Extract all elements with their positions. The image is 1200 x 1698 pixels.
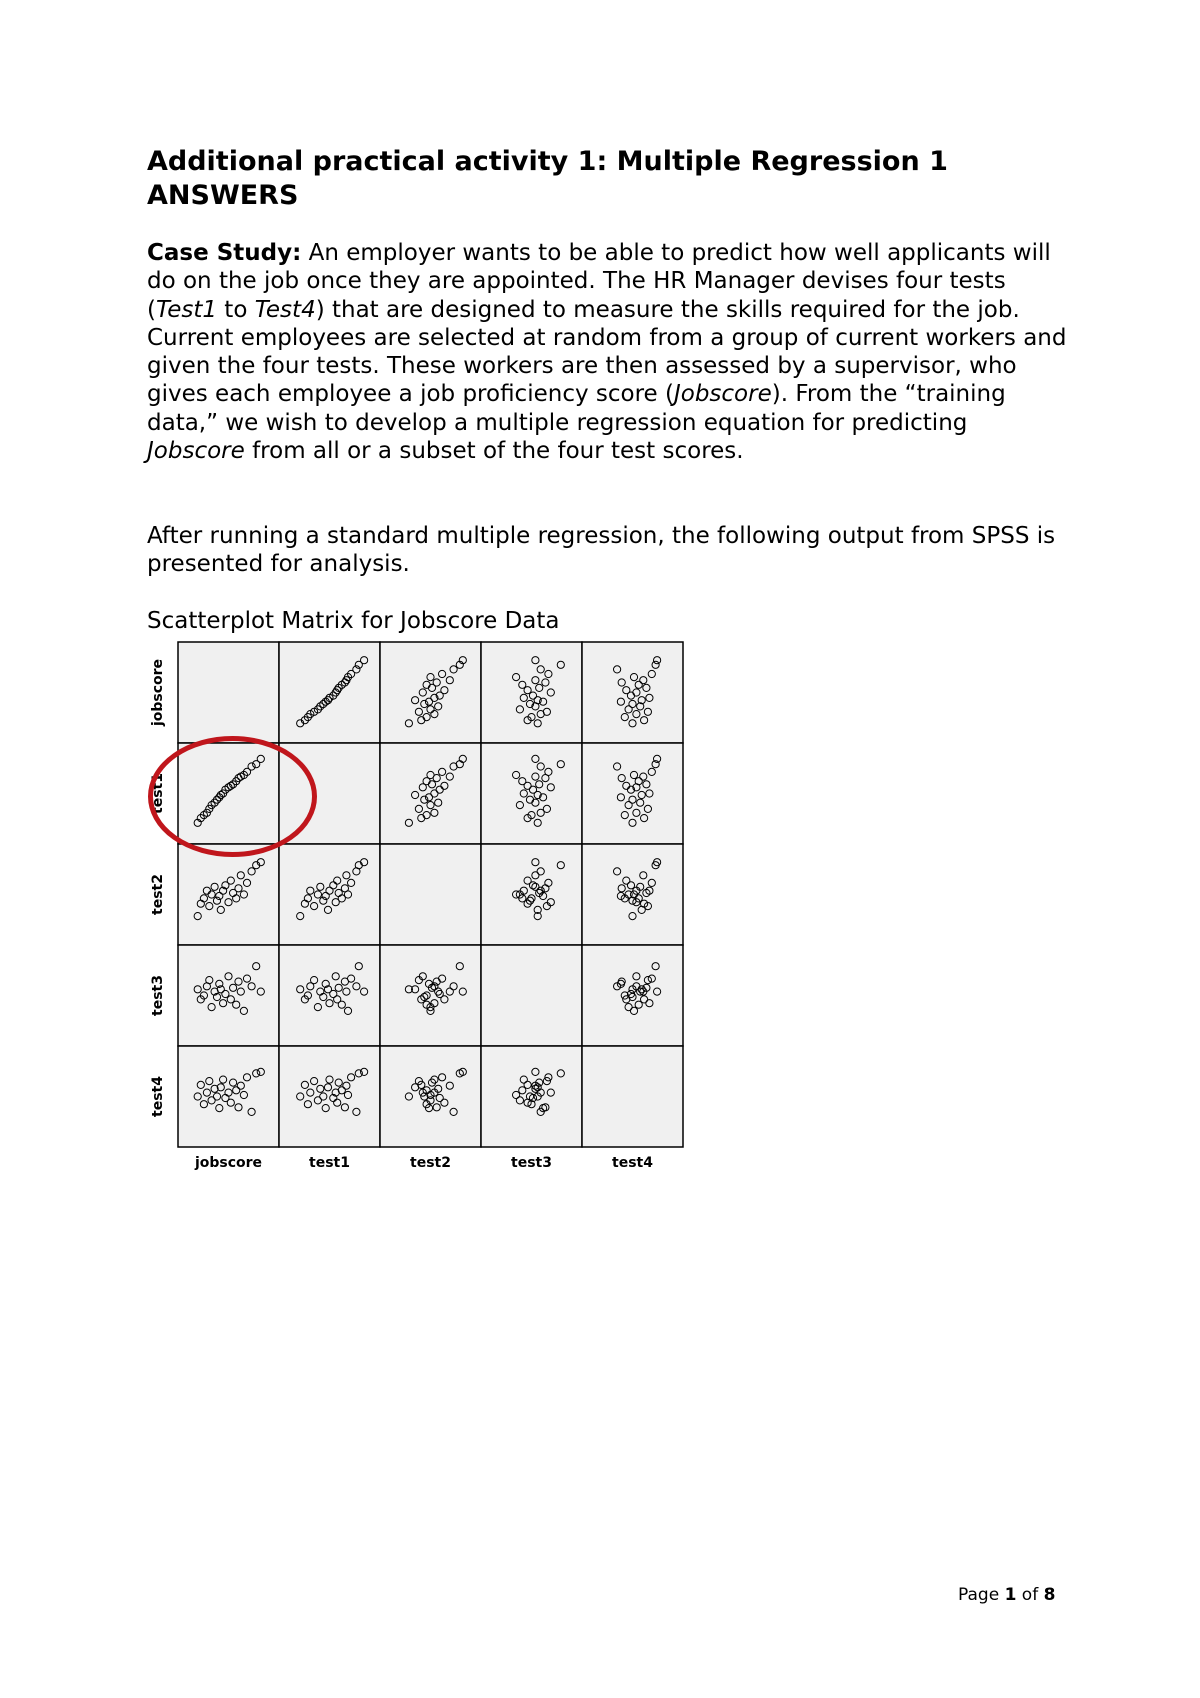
case-study-text-2: to bbox=[216, 296, 255, 323]
column-label-jobscore: jobscore bbox=[194, 1155, 263, 1171]
case-study-text-5: from all or a subset of the four test scores. bbox=[244, 438, 744, 465]
panel-test3-vs-test4 bbox=[582, 945, 683, 1046]
scatterplot-matrix bbox=[140, 640, 700, 1180]
column-label-test2: test2 bbox=[410, 1155, 451, 1171]
panel-test2-vs-jobscore bbox=[178, 844, 279, 945]
panel-jobscore-vs-test2 bbox=[380, 642, 481, 743]
jobscore-term: Jobscore bbox=[673, 381, 772, 408]
row-label-test2: test2 bbox=[150, 874, 166, 915]
footer-prefix: Page bbox=[958, 1585, 1005, 1605]
row-label-test1: test1 bbox=[150, 773, 166, 814]
case-study-label: Case Study: bbox=[147, 240, 302, 266]
test1-term: Test1 bbox=[155, 296, 217, 323]
analysis-intro-paragraph: After running a standard multiple regression, the following output from SPSS is presented for analysis. bbox=[147, 523, 1056, 578]
row-label-test4: test4 bbox=[150, 1076, 166, 1117]
document-title: Additional practical activity 1: Multiple Regression 1 ANSWERS bbox=[147, 146, 948, 211]
row-label-test3: test3 bbox=[150, 975, 166, 1016]
row-label-jobscore: jobscore bbox=[150, 658, 166, 727]
panel-test3-vs-test3 bbox=[481, 945, 582, 1046]
current-page-number: 1 bbox=[1004, 1585, 1017, 1605]
column-label-test1: test1 bbox=[309, 1155, 350, 1171]
panel-test4-vs-test4 bbox=[582, 1046, 683, 1147]
case-study-text-1: An employer wants to be able to predict how well applicants will do on the job once they are appointed. The HR Manager devises four tests ( bbox=[147, 240, 1051, 323]
column-label-test4: test4 bbox=[612, 1155, 653, 1171]
total-page-number: 8 bbox=[1043, 1585, 1056, 1605]
figure-caption: Scatterplot Matrix for Jobscore Data bbox=[147, 608, 560, 634]
case-study-paragraph bbox=[147, 239, 1067, 465]
column-label-test3: test3 bbox=[511, 1155, 552, 1171]
panel-jobscore-vs-jobscore bbox=[178, 642, 279, 743]
page-footer bbox=[958, 1584, 1055, 1606]
test4-term: Test4 bbox=[254, 296, 316, 323]
jobscore-term-2: Jobscore bbox=[147, 438, 245, 465]
case-study-text-3: ) that are designed to measure the skills required for the job. Current employees are selected at random from a group of current workers and given the four tests. These workers are then assessed by a supervisor, who gives each employee a job proficiency score ( bbox=[147, 296, 1067, 408]
panel-test2-vs-test2 bbox=[380, 844, 481, 945]
footer-middle: of bbox=[1016, 1585, 1044, 1605]
case-study-text-4: ). From the “training data,” we wish to develop a multiple regression equation for predicting bbox=[147, 381, 1006, 436]
panel-test4-vs-test3 bbox=[481, 1046, 582, 1147]
